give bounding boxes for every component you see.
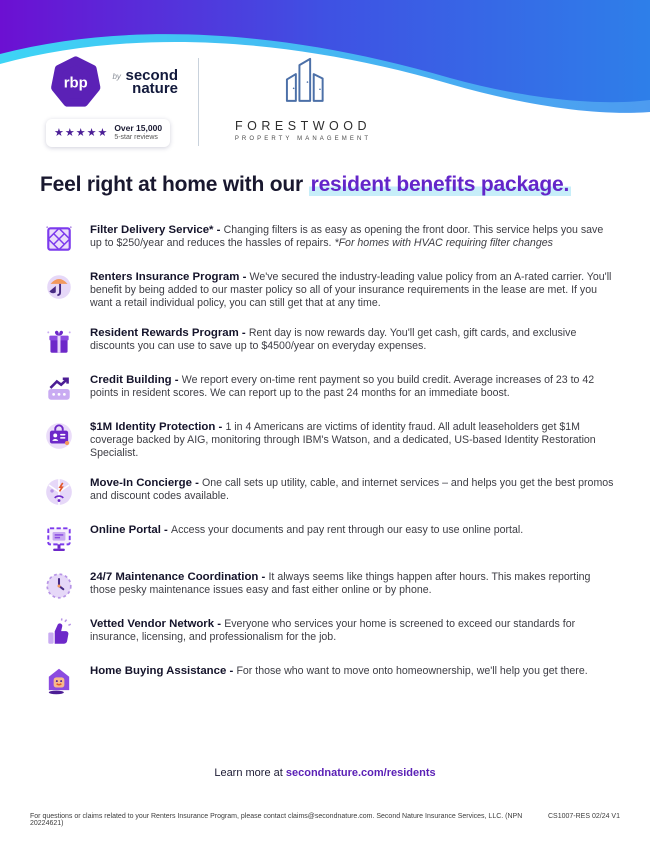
benefit-separator: -	[239, 271, 250, 283]
benefits-list	[44, 224, 616, 695]
second-nature-block	[46, 54, 178, 147]
benefit-title: Renters Insurance Program	[90, 271, 240, 283]
benefit-description: One call sets up utility, cable, and internet services – and helps you get the best promos and discount codes available.	[90, 477, 614, 502]
benefit-title: $1M Identity Protection	[90, 421, 216, 433]
benefit-text	[90, 524, 523, 537]
benefit-separator: -	[171, 374, 182, 386]
benefit-item	[44, 618, 616, 648]
benefit-item	[44, 224, 616, 254]
benefit-description: 1 in 4 Americans are victims of identity fraud. All adult leaseholders get $1M coverage backed by AIG, monitoring through IBM's Watson, and a dedicated, US-based Identity Restoration Specialist.	[90, 421, 596, 459]
reviews-count: Over 15,000	[114, 123, 163, 133]
cta-prefix: Learn more at	[214, 767, 286, 779]
partner-logo-block	[225, 54, 381, 142]
second-nature-wordmark: by second nature	[112, 67, 178, 97]
partner-subtitle: PROPERTY MANAGEMENT	[234, 136, 372, 142]
benefit-text	[90, 374, 616, 400]
benefit-separator: -	[213, 224, 224, 236]
benefit-text	[90, 271, 616, 310]
benefit-title: Home Buying Assistance	[90, 665, 227, 677]
cta	[0, 767, 650, 779]
footer-doc-code: CS1007-RES 02/24 V1	[548, 813, 620, 820]
reviews-badge	[46, 119, 170, 147]
header-divider	[198, 58, 199, 146]
thumbs-up-icon	[44, 618, 74, 648]
benefit-text	[90, 477, 616, 503]
benefit-description: Rent day is now rewards day. You'll get cash, gift cards, and exclusive discounts you can use to save up to $4500/year on everyday expenses.	[90, 327, 577, 352]
benefit-title: Move-In Concierge	[90, 477, 192, 489]
benefit-title: Resident Rewards Program	[90, 327, 239, 339]
benefit-item	[44, 374, 616, 404]
benefit-separator: -	[226, 665, 237, 677]
clock-icon	[44, 571, 74, 601]
benefit-text	[90, 665, 588, 678]
benefit-title: Credit Building	[90, 374, 172, 386]
monitor-icon	[44, 524, 74, 554]
benefit-text	[90, 618, 616, 644]
umbrella-icon	[44, 271, 74, 301]
benefit-note: *For homes with HVAC requiring filter changes	[334, 237, 553, 249]
benefit-item	[44, 271, 616, 310]
benefit-description: Changing filters is as easy as opening the front door. This service helps you save up to $250/year and reduces the hassles of repairs.	[90, 224, 604, 249]
benefit-item	[44, 477, 616, 507]
benefit-text	[90, 327, 616, 353]
benefit-item	[44, 524, 616, 554]
filter-icon	[44, 224, 74, 254]
benefit-item	[44, 421, 616, 460]
benefit-title: Vetted Vendor Network	[90, 618, 215, 630]
page-title: Feel right at home with our resident benefits package.	[40, 173, 570, 196]
five-stars-icon: ★★★★★	[54, 127, 109, 140]
benefit-description: It always seems like things happen after hours. This makes reporting those pesky maintenance issues easy and fast either online or by phone.	[90, 571, 591, 596]
benefit-text	[90, 224, 616, 250]
benefit-item	[44, 665, 616, 695]
benefit-item	[44, 327, 616, 357]
header-brand-row	[46, 54, 381, 147]
benefit-separator: -	[258, 571, 269, 583]
reviews-caption: 5-star reviews	[114, 133, 158, 141]
partner-name: FORESTWOOD	[235, 119, 371, 133]
id-card-icon	[44, 421, 74, 451]
house-icon	[44, 665, 74, 695]
buildings-icon	[278, 54, 328, 112]
benefit-separator: -	[160, 524, 172, 536]
benefit-separator: -	[214, 618, 225, 630]
benefit-text	[90, 421, 616, 460]
benefit-separator: -	[191, 477, 203, 489]
benefit-description: Everyone who services your home is screened to exceed our standards for insurance, licensing, and professionalism for the job.	[90, 618, 576, 643]
benefit-title: 24/7 Maintenance Coordination	[90, 571, 259, 583]
utilities-icon	[44, 477, 74, 507]
footer	[30, 813, 620, 827]
benefit-title: Online Portal	[90, 524, 161, 536]
rbp-logo-text: rbp	[63, 75, 88, 92]
benefit-description: For those who want to move onto homeownership, we'll help you get there.	[236, 665, 588, 677]
residents-link[interactable]: secondnature.com/residents	[285, 767, 436, 779]
rbp-logo-icon	[46, 54, 105, 110]
benefit-text	[90, 571, 616, 597]
benefit-description: We've secured the industry-leading value policy from an A-rated carrier. You'll benefit by being added to our master policy so all of your insurance requirements in the lease are met. If you want a retail individual policy, you can still get that at any time.	[90, 271, 612, 309]
benefit-description: We report every on-time rent payment so you build credit. Average increases of 23 to 42 points in resident scores. We can report up to the past 24 months for an immediate boost.	[90, 374, 595, 399]
benefit-item	[44, 571, 616, 601]
by-label: by	[112, 72, 121, 81]
footer-disclaimer: For questions or claims related to your Renters Insurance Program, please contact claims@secondnature.com. Second Nature Insurance Services, LLC. (NPN 20224621)	[30, 813, 523, 827]
gift-icon	[44, 327, 74, 357]
benefit-description: Access your documents and pay rent through our easy to use online portal.	[171, 524, 524, 536]
benefit-separator: -	[215, 421, 226, 433]
benefit-separator: -	[238, 327, 249, 339]
title-highlight: resident benefits package.	[310, 173, 570, 196]
benefit-title: Filter Delivery Service*	[90, 224, 214, 236]
credit-chart-icon	[44, 374, 74, 404]
